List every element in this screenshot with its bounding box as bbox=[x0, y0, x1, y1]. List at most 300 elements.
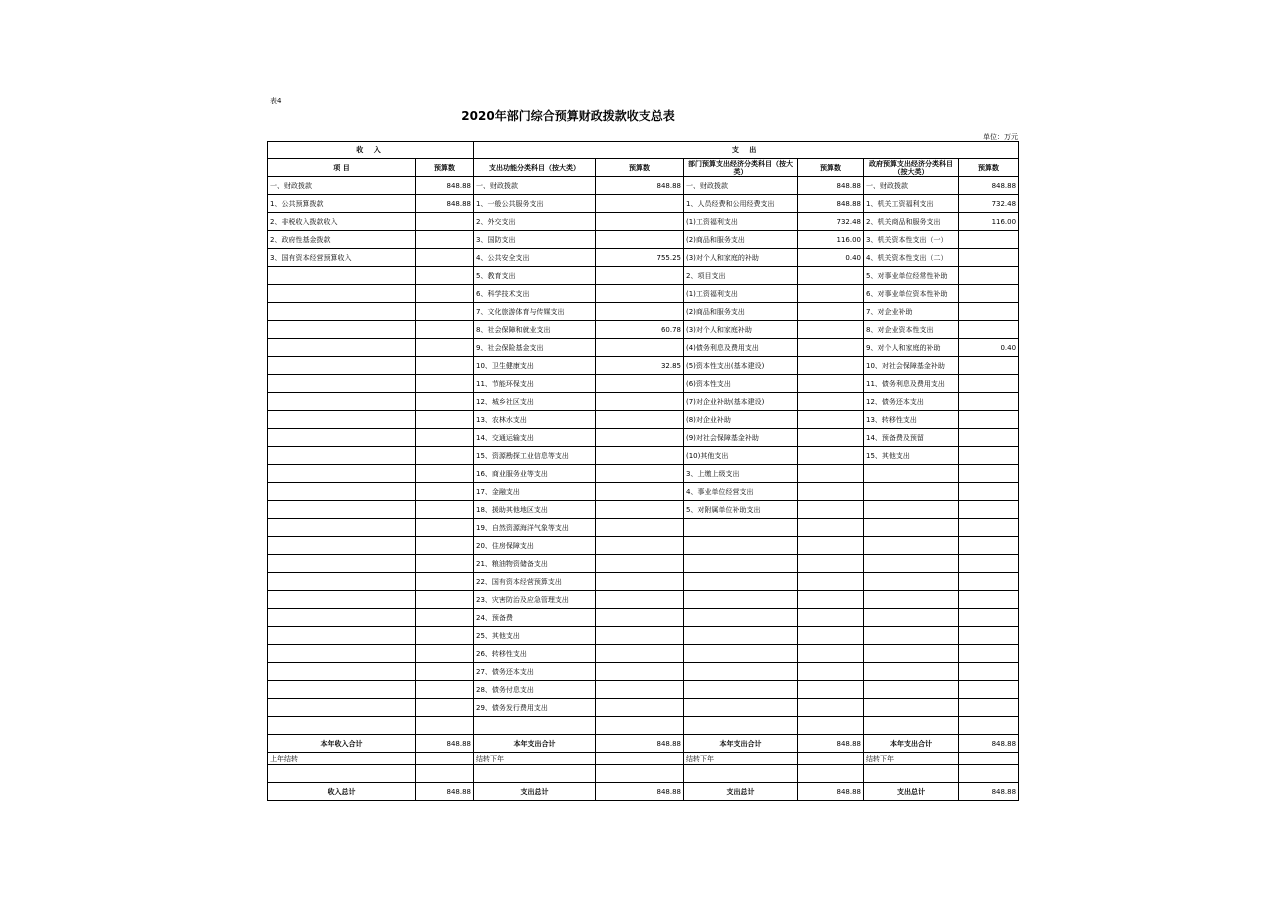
amount-cell bbox=[798, 645, 864, 663]
budget-table bbox=[267, 141, 1019, 801]
amount-cell bbox=[596, 447, 684, 465]
header-row-columns bbox=[268, 159, 1019, 177]
amount-cell bbox=[798, 573, 864, 591]
amount-cell bbox=[596, 213, 684, 231]
amount-cell bbox=[798, 285, 864, 303]
item-cell bbox=[268, 447, 416, 465]
item-cell bbox=[684, 645, 798, 663]
amount-cell bbox=[798, 609, 864, 627]
table-row bbox=[268, 429, 1019, 447]
amount-cell bbox=[959, 699, 1019, 717]
amount-cell bbox=[798, 447, 864, 465]
item-cell bbox=[684, 573, 798, 591]
item-cell bbox=[684, 765, 798, 783]
item-cell bbox=[268, 609, 416, 627]
amount-cell: 848.88 bbox=[959, 735, 1019, 753]
table-row bbox=[268, 321, 1019, 339]
amount-cell: 848.88 bbox=[596, 735, 684, 753]
amount-cell bbox=[798, 765, 864, 783]
item-cell bbox=[864, 555, 959, 573]
amount-cell bbox=[416, 627, 474, 645]
amount-cell bbox=[959, 357, 1019, 375]
amount-cell bbox=[416, 573, 474, 591]
item-cell bbox=[864, 663, 959, 681]
amount-cell: 732.48 bbox=[798, 213, 864, 231]
item-cell: 2、机关商品和服务支出 bbox=[864, 213, 959, 231]
amount-cell bbox=[798, 699, 864, 717]
table-row bbox=[268, 231, 1019, 249]
item-cell: 16、商业服务业等支出 bbox=[474, 465, 596, 483]
item-cell: 7、文化旅游体育与传媒支出 bbox=[474, 303, 596, 321]
item-cell: 5、教育支出 bbox=[474, 267, 596, 285]
amount-cell bbox=[596, 339, 684, 357]
item-cell bbox=[864, 519, 959, 537]
amount-cell: 755.25 bbox=[596, 249, 684, 267]
amount-cell bbox=[798, 375, 864, 393]
amount-cell bbox=[416, 591, 474, 609]
amount-cell bbox=[959, 501, 1019, 519]
table-row bbox=[268, 249, 1019, 267]
item-cell: 9、对个人和家庭的补助 bbox=[864, 339, 959, 357]
amount-cell: 848.88 bbox=[798, 195, 864, 213]
item-cell bbox=[268, 321, 416, 339]
col-header: 政府预算支出经济分类科目（按大类） bbox=[864, 159, 959, 177]
amount-cell bbox=[959, 465, 1019, 483]
amount-cell bbox=[596, 765, 684, 783]
item-cell: 5、对事业单位经常性补助 bbox=[864, 267, 959, 285]
item-cell bbox=[864, 537, 959, 555]
item-cell: 23、灾害防治及应急管理支出 bbox=[474, 591, 596, 609]
item-cell: (9)对社会保障基金补助 bbox=[684, 429, 798, 447]
item-cell: 4、公共安全支出 bbox=[474, 249, 596, 267]
item-cell bbox=[268, 429, 416, 447]
item-cell: 1、公共预算拨款 bbox=[268, 195, 416, 213]
amount-cell bbox=[596, 717, 684, 735]
amount-cell bbox=[416, 537, 474, 555]
amount-cell bbox=[959, 645, 1019, 663]
amount-cell bbox=[959, 765, 1019, 783]
amount-cell bbox=[596, 231, 684, 249]
amount-cell: 848.88 bbox=[959, 783, 1019, 801]
item-cell: 24、预备费 bbox=[474, 609, 596, 627]
item-cell: 10、卫生健康支出 bbox=[474, 357, 596, 375]
amount-cell bbox=[596, 753, 684, 765]
item-cell bbox=[268, 663, 416, 681]
item-cell: 6、对事业单位资本性补助 bbox=[864, 285, 959, 303]
table-row bbox=[268, 765, 1019, 783]
table-row bbox=[268, 465, 1019, 483]
item-cell: 17、金融支出 bbox=[474, 483, 596, 501]
table-row bbox=[268, 411, 1019, 429]
item-cell: 8、社会保障和就业支出 bbox=[474, 321, 596, 339]
amount-cell bbox=[416, 321, 474, 339]
item-cell: 12、城乡社区支出 bbox=[474, 393, 596, 411]
amount-cell bbox=[959, 249, 1019, 267]
expense-header: 支 出 bbox=[474, 142, 1019, 159]
item-cell: 一、财政拨款 bbox=[474, 177, 596, 195]
amount-cell bbox=[959, 267, 1019, 285]
amount-cell bbox=[416, 717, 474, 735]
item-cell bbox=[268, 465, 416, 483]
item-cell bbox=[864, 717, 959, 735]
table-row bbox=[268, 267, 1019, 285]
amount-cell bbox=[416, 267, 474, 285]
amount-cell bbox=[798, 411, 864, 429]
item-cell: 支出总计 bbox=[864, 783, 959, 801]
table-row bbox=[268, 501, 1019, 519]
amount-cell bbox=[416, 519, 474, 537]
table-row bbox=[268, 573, 1019, 591]
table-row bbox=[268, 681, 1019, 699]
item-cell bbox=[268, 375, 416, 393]
amount-cell: 848.88 bbox=[596, 177, 684, 195]
item-cell: 3、机关资本性支出（一） bbox=[864, 231, 959, 249]
amount-cell bbox=[596, 303, 684, 321]
amount-cell bbox=[416, 285, 474, 303]
amount-cell bbox=[416, 375, 474, 393]
item-cell bbox=[268, 699, 416, 717]
amount-cell bbox=[416, 699, 474, 717]
amount-cell bbox=[596, 555, 684, 573]
amount-cell bbox=[798, 537, 864, 555]
item-cell bbox=[864, 699, 959, 717]
amount-cell: 116.00 bbox=[798, 231, 864, 249]
amount-cell bbox=[596, 519, 684, 537]
amount-cell bbox=[596, 267, 684, 285]
item-cell: 2、项目支出 bbox=[684, 267, 798, 285]
item-cell: 3、国防支出 bbox=[474, 231, 596, 249]
table-row bbox=[268, 717, 1019, 735]
amount-cell bbox=[798, 519, 864, 537]
item-cell: (3)对个人和家庭补助 bbox=[684, 321, 798, 339]
amount-cell bbox=[596, 483, 684, 501]
item-cell bbox=[268, 765, 416, 783]
amount-cell bbox=[416, 465, 474, 483]
item-cell: 8、对企业资本性支出 bbox=[864, 321, 959, 339]
item-cell: 9、社会保险基金支出 bbox=[474, 339, 596, 357]
item-cell bbox=[268, 393, 416, 411]
amount-cell bbox=[798, 753, 864, 765]
table-row bbox=[268, 627, 1019, 645]
amount-cell bbox=[959, 285, 1019, 303]
table-number: 表4 bbox=[270, 97, 282, 105]
item-cell: (2)商品和服务支出 bbox=[684, 303, 798, 321]
item-cell bbox=[864, 645, 959, 663]
table-row bbox=[268, 483, 1019, 501]
amount-cell bbox=[416, 681, 474, 699]
item-cell bbox=[864, 627, 959, 645]
item-cell: 支出总计 bbox=[474, 783, 596, 801]
amount-cell bbox=[959, 519, 1019, 537]
item-cell: 结转下年 bbox=[864, 753, 959, 765]
amount-cell bbox=[959, 393, 1019, 411]
table-row bbox=[268, 177, 1019, 195]
item-cell: 13、农林水支出 bbox=[474, 411, 596, 429]
amount-cell bbox=[959, 303, 1019, 321]
amount-cell bbox=[596, 681, 684, 699]
item-cell bbox=[474, 765, 596, 783]
amount-cell bbox=[416, 411, 474, 429]
table-row bbox=[268, 537, 1019, 555]
item-cell: (10)其他支出 bbox=[684, 447, 798, 465]
item-cell bbox=[268, 555, 416, 573]
item-cell: 27、债务还本支出 bbox=[474, 663, 596, 681]
amount-cell: 848.88 bbox=[798, 783, 864, 801]
amount-cell: 32.85 bbox=[596, 357, 684, 375]
amount-cell bbox=[596, 627, 684, 645]
amount-cell bbox=[798, 501, 864, 519]
item-cell: 26、转移性支出 bbox=[474, 645, 596, 663]
item-cell: (2)商品和服务支出 bbox=[684, 231, 798, 249]
item-cell: 本年收入合计 bbox=[268, 735, 416, 753]
amount-cell bbox=[959, 591, 1019, 609]
item-cell: 本年支出合计 bbox=[684, 735, 798, 753]
table-row bbox=[268, 645, 1019, 663]
item-cell bbox=[864, 591, 959, 609]
unit-label: 单位：万元 bbox=[983, 133, 1018, 141]
item-cell: (1)工资福利支出 bbox=[684, 213, 798, 231]
amount-cell: 116.00 bbox=[959, 213, 1019, 231]
amount-cell bbox=[959, 681, 1019, 699]
amount-cell bbox=[416, 231, 474, 249]
amount-cell bbox=[798, 303, 864, 321]
amount-cell bbox=[416, 339, 474, 357]
col-header: 预算数 bbox=[596, 159, 684, 177]
amount-cell: 848.88 bbox=[416, 177, 474, 195]
amount-cell bbox=[416, 609, 474, 627]
amount-cell bbox=[959, 663, 1019, 681]
table-row bbox=[268, 609, 1019, 627]
amount-cell: 848.88 bbox=[596, 783, 684, 801]
item-cell bbox=[268, 483, 416, 501]
amount-cell bbox=[959, 447, 1019, 465]
item-cell: 上年结转 bbox=[268, 753, 416, 765]
item-cell: 15、资源勘探工业信息等支出 bbox=[474, 447, 596, 465]
amount-cell bbox=[416, 645, 474, 663]
amount-cell bbox=[596, 465, 684, 483]
amount-cell bbox=[798, 483, 864, 501]
item-cell: 28、债务付息支出 bbox=[474, 681, 596, 699]
item-cell bbox=[268, 573, 416, 591]
amount-cell bbox=[798, 429, 864, 447]
item-cell bbox=[268, 267, 416, 285]
amount-cell bbox=[959, 573, 1019, 591]
amount-cell bbox=[416, 357, 474, 375]
amount-cell bbox=[416, 663, 474, 681]
table-row bbox=[268, 753, 1019, 765]
item-cell bbox=[268, 681, 416, 699]
amount-cell bbox=[596, 609, 684, 627]
table-row bbox=[268, 357, 1019, 375]
amount-cell: 848.88 bbox=[798, 177, 864, 195]
amount-cell bbox=[416, 447, 474, 465]
item-cell: 19、自然资源海洋气象等支出 bbox=[474, 519, 596, 537]
amount-cell bbox=[596, 429, 684, 447]
amount-cell bbox=[798, 267, 864, 285]
amount-cell: 732.48 bbox=[959, 195, 1019, 213]
item-cell: (6)资本性支出 bbox=[684, 375, 798, 393]
amount-cell bbox=[416, 303, 474, 321]
amount-cell: 848.88 bbox=[959, 177, 1019, 195]
item-cell bbox=[268, 357, 416, 375]
item-cell: 29、债务发行费用支出 bbox=[474, 699, 596, 717]
item-cell bbox=[684, 717, 798, 735]
table-row bbox=[268, 375, 1019, 393]
amount-cell bbox=[416, 213, 474, 231]
amount-cell bbox=[596, 537, 684, 555]
amount-cell bbox=[596, 375, 684, 393]
item-cell: 7、对企业补助 bbox=[864, 303, 959, 321]
amount-cell bbox=[596, 393, 684, 411]
amount-cell: 848.88 bbox=[416, 783, 474, 801]
item-cell bbox=[684, 537, 798, 555]
item-cell: 22、国有资本经营预算支出 bbox=[474, 573, 596, 591]
item-cell bbox=[864, 765, 959, 783]
amount-cell bbox=[596, 285, 684, 303]
header-row-group bbox=[268, 142, 1019, 159]
amount-cell bbox=[959, 231, 1019, 249]
item-cell bbox=[684, 627, 798, 645]
amount-cell: 848.88 bbox=[798, 735, 864, 753]
item-cell: 1、机关工资福利支出 bbox=[864, 195, 959, 213]
item-cell bbox=[268, 591, 416, 609]
col-header: 支出功能分类科目（按大类） bbox=[474, 159, 596, 177]
item-cell: (8)对企业补助 bbox=[684, 411, 798, 429]
amount-cell bbox=[959, 627, 1019, 645]
item-cell bbox=[268, 285, 416, 303]
amount-cell bbox=[798, 357, 864, 375]
table-row bbox=[268, 447, 1019, 465]
item-cell: 10、对社会保障基金补助 bbox=[864, 357, 959, 375]
amount-cell bbox=[798, 717, 864, 735]
item-cell: 15、其他支出 bbox=[864, 447, 959, 465]
col-header: 部门预算支出经济分类科目（按大类） bbox=[684, 159, 798, 177]
amount-cell bbox=[416, 753, 474, 765]
item-cell: 本年支出合计 bbox=[474, 735, 596, 753]
item-cell: 4、事业单位经营支出 bbox=[684, 483, 798, 501]
item-cell bbox=[268, 501, 416, 519]
item-cell: 14、交通运输支出 bbox=[474, 429, 596, 447]
item-cell: 18、援助其他地区支出 bbox=[474, 501, 596, 519]
table-row bbox=[268, 339, 1019, 357]
item-cell bbox=[474, 717, 596, 735]
table-row bbox=[268, 699, 1019, 717]
item-cell bbox=[684, 681, 798, 699]
item-cell bbox=[864, 483, 959, 501]
amount-cell bbox=[798, 591, 864, 609]
item-cell: 结转下年 bbox=[474, 753, 596, 765]
amount-cell bbox=[959, 609, 1019, 627]
amount-cell bbox=[596, 591, 684, 609]
amount-cell bbox=[798, 465, 864, 483]
item-cell bbox=[684, 555, 798, 573]
table-row bbox=[268, 591, 1019, 609]
item-cell: 6、科学技术支出 bbox=[474, 285, 596, 303]
table-row bbox=[268, 393, 1019, 411]
amount-cell bbox=[798, 663, 864, 681]
amount-cell bbox=[416, 483, 474, 501]
item-cell bbox=[864, 681, 959, 699]
table-row bbox=[268, 555, 1019, 573]
item-cell: 14、预备费及预留 bbox=[864, 429, 959, 447]
amount-cell bbox=[959, 429, 1019, 447]
item-cell: 11、债务利息及费用支出 bbox=[864, 375, 959, 393]
item-cell bbox=[864, 465, 959, 483]
amount-cell bbox=[959, 321, 1019, 339]
amount-cell bbox=[596, 573, 684, 591]
item-cell bbox=[268, 717, 416, 735]
amount-cell bbox=[798, 321, 864, 339]
amount-cell bbox=[959, 753, 1019, 765]
amount-cell bbox=[959, 537, 1019, 555]
item-cell: 2、外交支出 bbox=[474, 213, 596, 231]
item-cell bbox=[864, 501, 959, 519]
item-cell bbox=[268, 303, 416, 321]
table-row bbox=[268, 663, 1019, 681]
item-cell: (5)资本性支出(基本建设) bbox=[684, 357, 798, 375]
amount-cell bbox=[959, 375, 1019, 393]
item-cell: 21、粮油物资储备支出 bbox=[474, 555, 596, 573]
item-cell bbox=[268, 627, 416, 645]
col-header: 项 目 bbox=[268, 159, 416, 177]
item-cell: 20、住房保障支出 bbox=[474, 537, 596, 555]
income-header: 收 入 bbox=[268, 142, 474, 159]
amount-cell bbox=[798, 393, 864, 411]
item-cell: 5、对附属单位补助支出 bbox=[684, 501, 798, 519]
item-cell: 1、一般公共服务支出 bbox=[474, 195, 596, 213]
item-cell: 收入总计 bbox=[268, 783, 416, 801]
item-cell: 结转下年 bbox=[684, 753, 798, 765]
table-row bbox=[268, 519, 1019, 537]
amount-cell bbox=[416, 501, 474, 519]
amount-cell bbox=[416, 393, 474, 411]
amount-cell bbox=[596, 195, 684, 213]
amount-cell bbox=[596, 663, 684, 681]
amount-cell bbox=[596, 501, 684, 519]
item-cell: 11、节能环保支出 bbox=[474, 375, 596, 393]
col-header: 预算数 bbox=[416, 159, 474, 177]
item-cell bbox=[268, 645, 416, 663]
item-cell bbox=[684, 663, 798, 681]
col-header: 预算数 bbox=[798, 159, 864, 177]
item-cell: 一、财政拨款 bbox=[268, 177, 416, 195]
amount-cell bbox=[959, 717, 1019, 735]
item-cell bbox=[684, 591, 798, 609]
table-row bbox=[268, 195, 1019, 213]
item-cell: 12、债务还本支出 bbox=[864, 393, 959, 411]
amount-cell bbox=[596, 411, 684, 429]
item-cell bbox=[684, 609, 798, 627]
item-cell bbox=[684, 699, 798, 717]
item-cell bbox=[268, 519, 416, 537]
amount-cell bbox=[798, 339, 864, 357]
item-cell: (1)工资福利支出 bbox=[684, 285, 798, 303]
amount-cell: 0.40 bbox=[959, 339, 1019, 357]
amount-cell bbox=[416, 555, 474, 573]
item-cell: (7)对企业补助(基本建设) bbox=[684, 393, 798, 411]
amount-cell bbox=[416, 249, 474, 267]
amount-cell bbox=[798, 681, 864, 699]
table-row bbox=[268, 783, 1019, 801]
table-row bbox=[268, 285, 1019, 303]
amount-cell bbox=[959, 483, 1019, 501]
item-cell: 一、财政拨款 bbox=[864, 177, 959, 195]
item-cell: 13、转移性支出 bbox=[864, 411, 959, 429]
item-cell: 支出总计 bbox=[684, 783, 798, 801]
amount-cell bbox=[416, 429, 474, 447]
item-cell: 3、国有资本经营预算收入 bbox=[268, 249, 416, 267]
amount-cell: 60.78 bbox=[596, 321, 684, 339]
